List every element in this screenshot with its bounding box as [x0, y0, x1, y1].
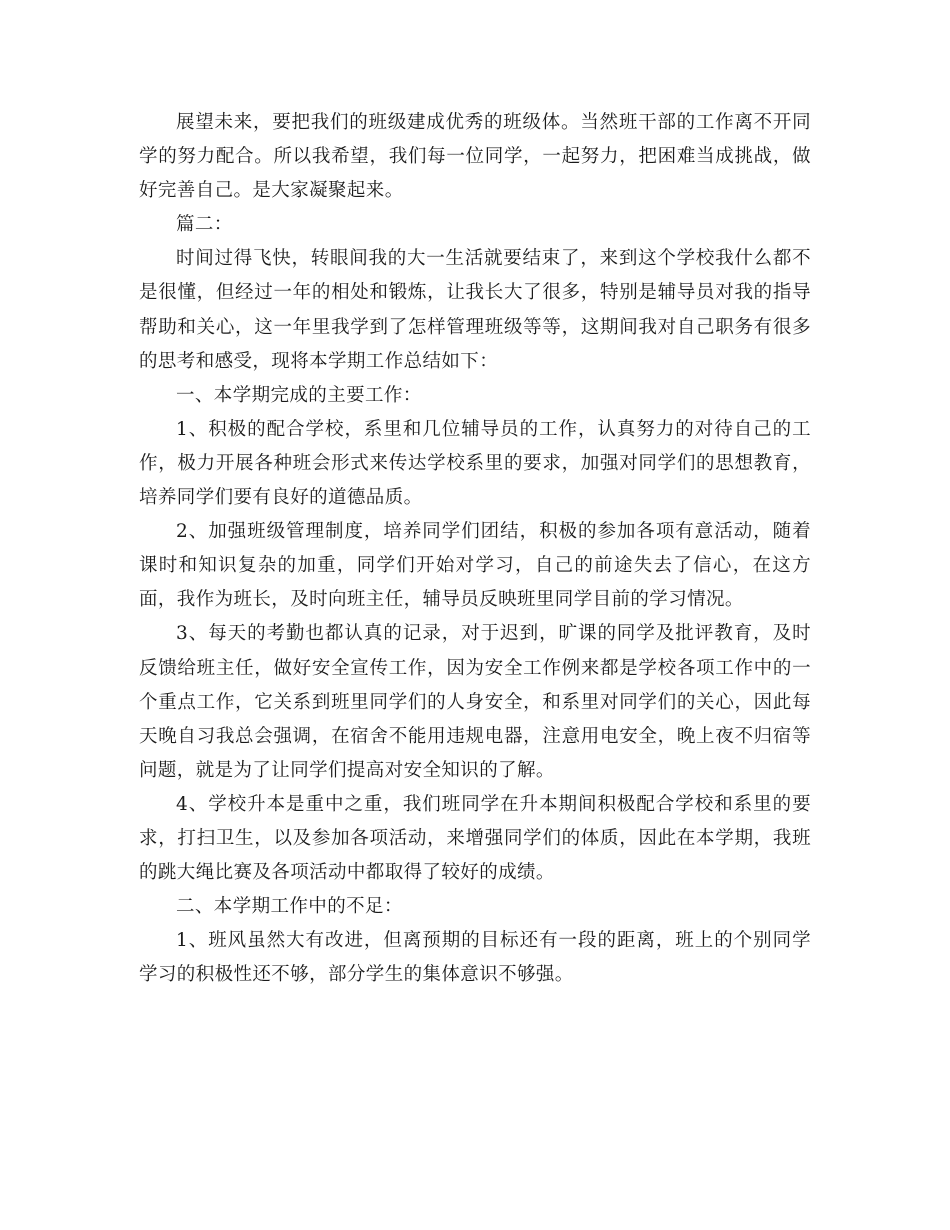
paragraph-intro: 时间过得飞快，转眼间我的大一生活就要结束了，来到这个学校我什么都不是很懂，但经过一年的相处和锻炼，让我长大了很多，特别是辅导员对我的指导帮助和关心，这一年里我学到了怎样管理班级等等，这期间我对自己职务有很多的思考和感受，现将本学期工作总结如下： — [139, 248, 811, 372]
paragraph-shortcoming-1: 1、班风虽然大有改进，但离预期的目标还有一段的距离，班上的个别同学学习的积极性还不够，部分学生的集体意识不够强。 — [139, 930, 811, 986]
section-heading-part-two: 篇二： — [176, 214, 233, 236]
heading-main-work: 一、本学期完成的主要工作： — [176, 384, 422, 406]
paragraph-item-3: 3、每天的考勤也都认真的记录，对于迟到，旷课的同学及批评教育，及时反馈给班主任，做好安全宣传工作，因为安全工作例来都是学校各项工作中的一个重点工作，它关系到班里同学们的人身安全，和系里对同学们的关心，因此每天晚自习我总会强调，在宿舍不能用违规电器，注意用电安全，晚上夜不归宿等问题，就是为了让同学们提高对安全知识的了解。 — [139, 623, 811, 781]
paragraph-item-4: 4、学校升本是重中之重，我们班同学在升本期间积极配合学校和系里的要求，打扫卫生，以及参加各项活动，来增强同学们的体质，因此在本学期，我班的跳大绳比赛及各项活动中都取得了较好的成绩。 — [139, 793, 811, 884]
heading-shortcomings: 二、本学期工作中的不足： — [176, 896, 403, 918]
paragraph-item-1: 1、积极的配合学校，系里和几位辅导员的工作，认真努力的对待自己的工作，极力开展各种班会形式来传达学校系里的要求，加强对同学们的思想教育，培养同学们要有良好的道德品质。 — [139, 418, 811, 509]
paragraph-item-2: 2、加强班级管理制度，培养同学们团结，积极的参加各项有意活动，随着课时和知识复杂的加重，同学们开始对学习，自己的前途失去了信心，在这方面，我作为班长，及时向班主任，辅导员反映班里同学目前的学习情况。 — [139, 521, 811, 611]
paragraph-outlook: 展望未来，要把我们的班级建成优秀的班级体。当然班干部的工作离不开同学的努力配合。所以我希望，我们每一位同学，一起努力，把困难当成挑战，做好完善自己。是大家凝聚起来。 — [139, 112, 811, 202]
document-body — [139, 106, 811, 992]
